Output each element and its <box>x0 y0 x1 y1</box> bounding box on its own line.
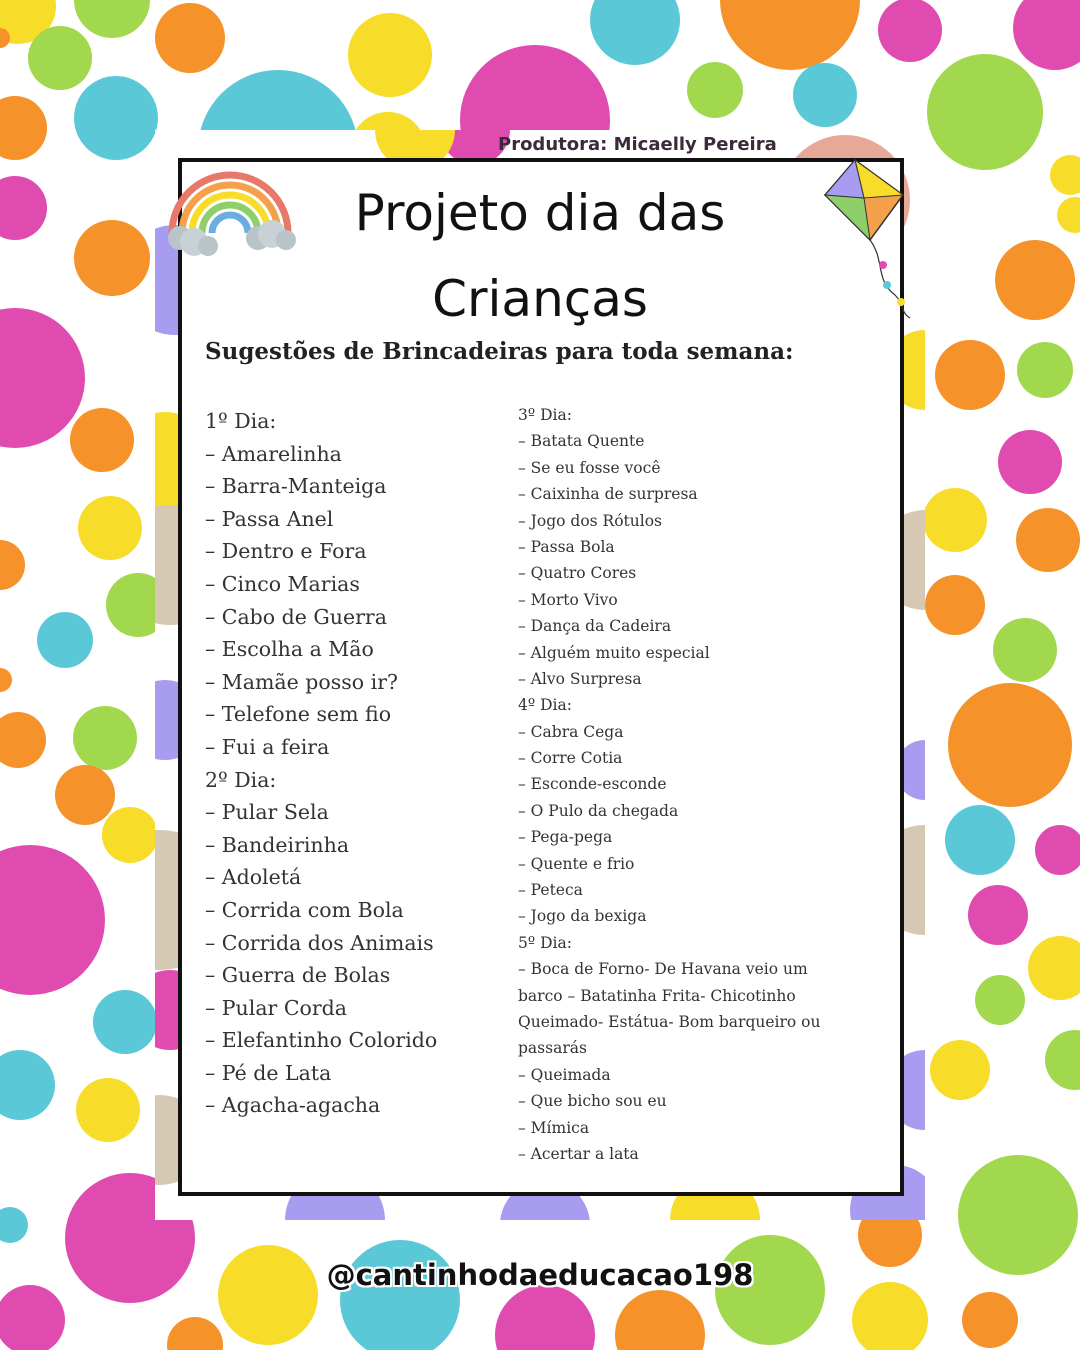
list-item: – Mamãe posso ir? <box>205 669 398 694</box>
social-handle: @cantinhodaeducacao198 <box>326 1258 754 1292</box>
list-item: – Elefantinho Colorido <box>205 1028 438 1053</box>
title-line-1: Projeto dia das <box>354 184 726 242</box>
list-item: – Alguém muito especial <box>518 643 710 662</box>
list-item: – Pega-pega <box>518 828 613 847</box>
list-item: – Adoletá <box>205 865 302 890</box>
list-item: – Cabra Cega <box>518 722 624 741</box>
list-item: – Cinco Marias <box>205 571 360 596</box>
list-item: – Caixinha de surpresa <box>518 485 698 504</box>
list-item: – Jogo dos Rótulos <box>518 511 662 530</box>
list-item: 2º Dia: <box>205 767 277 792</box>
list-item: 1º Dia: <box>205 409 277 433</box>
list-item: passarás <box>518 1039 587 1058</box>
list-item: – Guerra de Bolas <box>205 963 391 988</box>
list-item: – Jogo da bexiga <box>518 907 647 926</box>
list-item: – Dança da Cadeira <box>518 617 672 636</box>
list-item: – Mímica <box>518 1118 590 1137</box>
list-item: – Passa Bola <box>518 537 615 556</box>
list-item: – Cabo de Guerra <box>205 604 387 629</box>
right-activity-list <box>518 402 820 1167</box>
title-line-2: Crianças <box>432 270 648 328</box>
list-item: – Se eu fosse você <box>518 458 661 477</box>
list-item: – Batata Quente <box>518 432 645 451</box>
list-item: – Que bicho sou eu <box>518 1092 667 1111</box>
list-item: – Passa Anel <box>205 506 334 531</box>
list-item: – Alvo Surpresa <box>518 669 642 688</box>
list-item: – Pular Corda <box>205 995 348 1020</box>
list-item: – Quatro Cores <box>518 564 637 583</box>
list-item: – Pé de Lata <box>205 1060 332 1085</box>
list-item: – Morto Vivo <box>518 590 618 609</box>
list-item: – Bandeirinha <box>205 832 350 857</box>
rainbow-icon <box>160 138 300 268</box>
list-item: – Pular Sela <box>205 800 329 825</box>
page-subtitle: Sugestões de Brincadeiras para toda semana: <box>205 338 794 365</box>
list-item: – Dentro e Fora <box>205 539 367 564</box>
list-item: – Esconde-esconde <box>518 775 667 794</box>
list-item: – Corrida com Bola <box>205 897 404 922</box>
list-item: – Boca de Forno- De Havana veio um <box>518 960 808 979</box>
kite-icon <box>815 140 925 320</box>
list-item: – Barra-Manteiga <box>205 474 387 499</box>
list-item: 4º Dia: <box>518 696 572 715</box>
list-item: – Corre Cotia <box>518 749 623 768</box>
list-item: barco – Batatinha Frita- Chicotinho <box>518 986 796 1005</box>
list-item: – Escolha a Mão <box>205 637 374 662</box>
producer-credit: Produtora: Micaelly Pereira <box>498 134 777 155</box>
list-item: – Quente e frio <box>518 854 635 873</box>
page-title <box>300 170 780 342</box>
list-item: – Telefone sem fio <box>205 702 392 727</box>
list-item: – Amarelinha <box>205 441 342 466</box>
list-item: – Corrida dos Animais <box>205 930 434 955</box>
list-item: Queimado- Estátua- Bom barqueiro ou <box>518 1012 821 1031</box>
left-activity-list <box>205 405 437 1122</box>
list-item: – Queimada <box>518 1065 611 1084</box>
list-item: – Fui a feira <box>205 734 330 759</box>
list-item: – Peteca <box>518 881 583 900</box>
list-item: – O Pulo da chegada <box>518 801 679 820</box>
list-item: 3º Dia: <box>518 406 572 424</box>
list-item: 5º Dia: <box>518 933 572 952</box>
list-item: – Acertar a lata <box>518 1144 639 1163</box>
list-item: – Agacha-agacha <box>205 1093 381 1118</box>
